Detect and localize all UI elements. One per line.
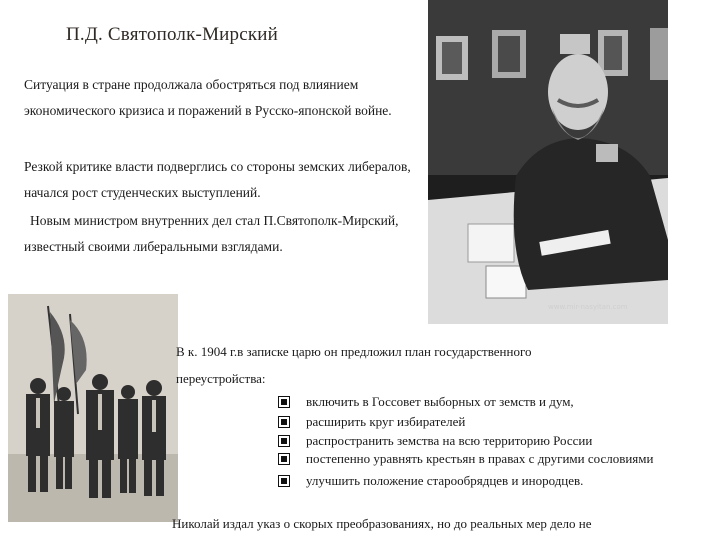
paragraph-situation: Ситуация в стране продолжала обостряться под влиянием экономического кризиса и поражений в Русско-японской войне.	[24, 77, 392, 118]
group-photo	[8, 294, 178, 522]
list-item	[278, 471, 678, 491]
plan-intro-line2: переустройства:	[176, 371, 266, 386]
square-bullet-icon	[278, 416, 290, 428]
list-item	[278, 431, 678, 451]
paragraph-criticism: Резкой критике власти подверглись со стороны земских либералов, начался рост студенческих выступлений.	[24, 159, 411, 200]
square-bullet-icon	[278, 435, 290, 447]
paragraph-new-minister: Новым министром внутренних дел стал П.Святополк-Мирский, известный своими либеральными взглядами.	[24, 213, 399, 254]
list-item-text: включить в Госсовет выборных от земств и дум,	[306, 394, 574, 409]
watermark: www.mir-nasyitan.com	[548, 303, 628, 311]
list-item-text: постепенно уравнять крестьян в правах с другими сословиями	[306, 450, 654, 466]
list-item	[278, 451, 678, 467]
square-bullet-icon	[278, 453, 290, 465]
page-title: П.Д. Святополк-Мирский	[66, 24, 279, 45]
square-bullet-icon	[278, 396, 290, 408]
reform-list	[278, 392, 678, 490]
list-item-text: расширить круг избирателей	[306, 413, 466, 429]
plan-intro-line1: В к. 1904 г.в записке царю он предложил план государственного	[176, 344, 532, 359]
list-item-text: улучшить положение старообрядцев и инородцев.	[306, 472, 584, 488]
list-item	[278, 412, 678, 432]
list-item-text: распространить земства на всю территорию России	[306, 433, 593, 448]
closing-text: Николай издал указ о скорых преобразованиях, но до реальных мер дело не	[172, 516, 592, 531]
portrait-photo	[428, 0, 668, 324]
list-item	[278, 392, 678, 412]
square-bullet-icon	[278, 475, 290, 487]
